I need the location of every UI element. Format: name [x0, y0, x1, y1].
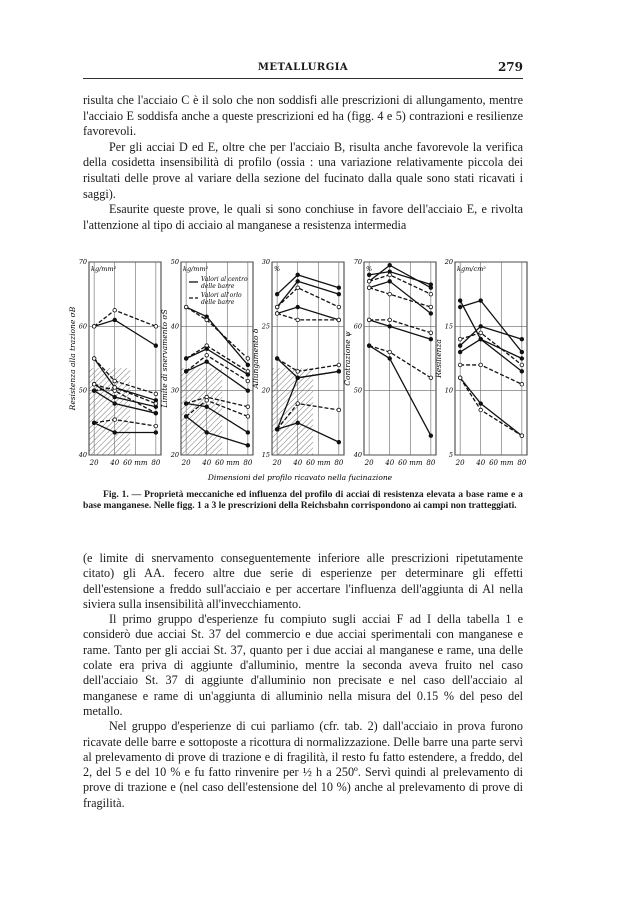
- data-point: [337, 440, 341, 444]
- data-point: [205, 431, 209, 435]
- data-point: [458, 305, 462, 309]
- x-tick-label: 80: [334, 459, 344, 467]
- x-tick-label: 40: [202, 459, 212, 467]
- header-title: METALLURGIA: [257, 62, 349, 73]
- data-point: [92, 325, 96, 329]
- data-point: [92, 389, 96, 393]
- data-point: [92, 357, 96, 361]
- y-tick-label: 20: [170, 451, 179, 459]
- data-point: [337, 286, 341, 290]
- x-tick-label: 60 mm: [306, 459, 331, 467]
- data-point: [388, 273, 392, 277]
- data-point: [458, 363, 462, 367]
- figure-1: [0, 240, 644, 485]
- data-point: [458, 337, 462, 341]
- data-point: [246, 389, 250, 393]
- paragraph: Per gli acciai D ed E, oltre che per l'acciaio B, risulta anche favorevole la verifica della cosidetta insensibilità di profilo (ossia : una variazione relativamente piccola dei risultati delle prove al variare della sezione del fucinato dalla quale sono stati ricavati i saggi).: [83, 139, 523, 201]
- x-tick-label: 40: [110, 459, 120, 467]
- hatched-region: [181, 368, 222, 455]
- unit-label: kg/mm²: [91, 265, 117, 273]
- data-point: [429, 434, 433, 438]
- data-point: [479, 331, 483, 335]
- data-point: [479, 325, 483, 329]
- x-axis-label: Dimensioni del profilo ricavato nella fucinazione: [207, 473, 393, 482]
- paragraph: Nel gruppo d'esperienze di cui parliamo (cfr. tab. 2) dall'acciaio in prova furono ricavate delle barre e sottoposte a ricottura di normalizzazione. Delle barre una parte servì al prelevamento di prove di trazione e di fragilità, il resto fu fatto estendere, a freddo, del 2, del 5 e del 10 % e fu fatto rinvenire per ½ h a 250º. Servì quindi al prelevamento di prove di trazione e (nel caso dell'estensione del 10 %) anche al prelevamento di prove di fragilità.: [83, 719, 523, 810]
- x-tick-label: 80: [243, 459, 253, 467]
- data-point: [296, 273, 300, 277]
- data-point: [205, 353, 209, 357]
- data-point: [92, 421, 96, 425]
- data-point: [337, 292, 341, 296]
- data-point: [388, 292, 392, 296]
- y-axis-label: Resistenza alla trazione σB: [68, 306, 77, 411]
- y-axis-label: Contrazione ψ: [343, 331, 352, 386]
- unit-label: kgm/cm²: [457, 265, 486, 273]
- data-point: [337, 318, 341, 322]
- data-point: [367, 280, 371, 284]
- data-point: [154, 402, 158, 406]
- data-point: [337, 408, 341, 412]
- lower-text: [83, 551, 523, 811]
- page-number: 279: [497, 60, 523, 74]
- data-point: [246, 373, 250, 377]
- x-tick-label: 20: [181, 459, 191, 467]
- data-point: [246, 444, 250, 448]
- data-point: [520, 363, 524, 367]
- data-point: [367, 273, 371, 277]
- data-point: [113, 318, 117, 322]
- y-tick-label: 30: [170, 386, 179, 395]
- series-line: [460, 365, 522, 384]
- data-point: [337, 305, 341, 309]
- data-point: [479, 402, 483, 406]
- figure-caption: [83, 490, 523, 511]
- data-point: [246, 431, 250, 435]
- data-point: [113, 431, 117, 435]
- x-tick-label: 80: [517, 459, 527, 467]
- data-point: [296, 402, 300, 406]
- data-point: [246, 415, 250, 419]
- data-point: [388, 263, 392, 267]
- y-axis-label: Resilienza: [434, 339, 443, 378]
- data-point: [296, 376, 300, 380]
- y-tick-label: 40: [78, 451, 87, 459]
- caption-label: Fig. 1. —: [103, 489, 142, 500]
- data-point: [296, 305, 300, 309]
- y-axis-label: Allungamento δ: [251, 328, 260, 389]
- x-tick-label: 60 mm: [398, 459, 423, 467]
- data-point: [458, 350, 462, 354]
- y-tick-label: 50: [170, 258, 179, 266]
- x-tick-label: 60 mm: [489, 459, 514, 467]
- y-tick-label: 25: [261, 322, 270, 331]
- hatched-region: [272, 368, 313, 455]
- data-point: [113, 308, 117, 312]
- data-point: [275, 312, 279, 316]
- data-point: [275, 305, 279, 309]
- unit-label: %: [366, 265, 373, 273]
- y-tick-label: 70: [353, 258, 362, 266]
- x-tick-label: 20: [89, 459, 99, 467]
- data-point: [429, 292, 433, 296]
- data-point: [296, 318, 300, 322]
- data-point: [205, 405, 209, 409]
- data-point: [458, 376, 462, 380]
- data-point: [246, 357, 250, 361]
- data-point: [367, 344, 371, 348]
- y-tick-label: 20: [261, 386, 270, 395]
- data-point: [520, 382, 524, 386]
- legend-solid-label: Valori al centro delle barre: [201, 276, 248, 290]
- data-point: [154, 424, 158, 428]
- unit-label: kg/mm²: [183, 265, 209, 273]
- unit-label: %: [274, 265, 281, 273]
- series-line: [460, 378, 522, 436]
- series-line: [186, 307, 248, 358]
- legend-dashed-label: Valori all'orlo delle barre: [201, 292, 242, 306]
- data-point: [429, 337, 433, 341]
- data-point: [113, 379, 117, 383]
- data-point: [367, 318, 371, 322]
- paragraph: risulta che l'acciaio C è il solo che non soddisfi alle prescrizioni di allungamento, mentre l'acciaio E soddisfa anche a queste prescrizioni ed ha (figg. 4 e 5) contrazioni e resilienze favorevoli.: [83, 93, 523, 139]
- upper-text: [83, 93, 523, 233]
- data-point: [113, 402, 117, 406]
- data-point: [367, 286, 371, 290]
- data-point: [92, 382, 96, 386]
- series-line: [369, 346, 431, 378]
- data-point: [458, 299, 462, 303]
- caption-text: Proprietà meccaniche ed influenza del profilo di acciai di resistenza elevata a base rame e a base manganese. Nelle figg. 1 a 3 le prescrizioni della Reichsbahn corrispondono ai campi non tratteggiati.: [83, 489, 523, 511]
- data-point: [113, 386, 117, 390]
- data-point: [205, 318, 209, 322]
- data-point: [337, 363, 341, 367]
- data-point: [184, 402, 188, 406]
- data-point: [246, 363, 250, 367]
- y-tick-label: 40: [170, 322, 179, 331]
- data-point: [337, 370, 341, 374]
- paragraph: Esaurite queste prove, le quali si sono conchiuse in favore dell'acciaio E, e rivolta l'attenzione al tipo di acciaio al manganese a resistenza intermedia: [83, 202, 523, 232]
- data-point: [388, 280, 392, 284]
- x-tick-label: 80: [151, 459, 161, 467]
- x-tick-label: 60 mm: [123, 459, 148, 467]
- data-point: [275, 292, 279, 296]
- series-line: [94, 320, 156, 346]
- data-point: [429, 331, 433, 335]
- data-point: [520, 350, 524, 354]
- data-point: [275, 427, 279, 431]
- data-point: [113, 395, 117, 399]
- data-point: [520, 434, 524, 438]
- y-tick-label: 15: [261, 451, 270, 459]
- data-point: [184, 305, 188, 309]
- series-line: [460, 378, 522, 436]
- y-tick-label: 30: [261, 258, 270, 266]
- data-point: [205, 399, 209, 403]
- data-point: [205, 360, 209, 364]
- data-point: [520, 357, 524, 361]
- paragraph: Il primo gruppo d'esperienze fu compiuto sugli acciai F ad I della tabella 1 e considerò due acciai St. 37 del commercio e due acciai sperimentali con manganese e rame. Tanto per gli acciai St. 37, quanto per i due acciai al manganese e rame, una delle colate era priva di aggiunte d'alluminio, mentre la seconda aveva fruito nel caso dell'acciaio St. 37 di aggiunte d'alluminio non precisate e nel caso dell'acciaio al manganese e rame di un'aggiunta di alluminio nella misura del 0.15 % del peso del metallo.: [83, 612, 523, 718]
- x-tick-label: 40: [476, 459, 486, 467]
- series-line: [277, 307, 339, 320]
- y-tick-label: 10: [444, 386, 453, 395]
- x-tick-label: 20: [364, 459, 374, 467]
- data-point: [246, 379, 250, 383]
- data-point: [458, 344, 462, 348]
- x-tick-label: 60 mm: [215, 459, 240, 467]
- data-point: [479, 363, 483, 367]
- series-line: [186, 307, 248, 365]
- x-tick-label: 20: [272, 459, 282, 467]
- data-point: [388, 325, 392, 329]
- y-tick-label: 5: [448, 451, 453, 459]
- data-point: [388, 357, 392, 361]
- y-tick-label: 50: [78, 386, 87, 395]
- data-point: [429, 312, 433, 316]
- series-line: [369, 288, 431, 307]
- data-point: [479, 337, 483, 341]
- y-tick-label: 60: [353, 322, 362, 331]
- data-point: [205, 347, 209, 351]
- data-point: [296, 286, 300, 290]
- data-point: [154, 431, 158, 435]
- data-point: [388, 350, 392, 354]
- data-point: [429, 283, 433, 287]
- y-axis-label: Limite di snervamento σS: [160, 309, 169, 408]
- data-point: [296, 370, 300, 374]
- data-point: [296, 280, 300, 284]
- y-tick-label: 60: [78, 322, 87, 331]
- y-tick-label: 50: [353, 386, 362, 395]
- running-header: [83, 60, 523, 79]
- x-tick-label: 20: [455, 459, 465, 467]
- data-point: [520, 337, 524, 341]
- paragraph: (e limite di snervamento conseguentemente inferiore alle prescrizioni ripetutamente citato) gli AA. fecero altre due serie di esperienze per determinare gli effetti dell'estensione a freddo sull'acciaio e per accertare l'influenza dell'aggiunta di Al nella siviera sulla insensibilità all'invecchiamento.: [83, 551, 523, 611]
- x-tick-label: 40: [293, 459, 303, 467]
- data-point: [275, 357, 279, 361]
- data-point: [113, 418, 117, 422]
- y-tick-label: 20: [444, 258, 453, 266]
- data-point: [520, 370, 524, 374]
- data-point: [154, 325, 158, 329]
- data-point: [246, 405, 250, 409]
- data-point: [429, 305, 433, 309]
- data-point: [154, 344, 158, 348]
- data-point: [479, 408, 483, 412]
- y-tick-label: 70: [78, 258, 87, 266]
- data-point: [184, 370, 188, 374]
- data-point: [296, 421, 300, 425]
- data-point: [154, 392, 158, 396]
- panel-frame: [455, 262, 527, 455]
- x-tick-label: 40: [385, 459, 395, 467]
- data-point: [479, 299, 483, 303]
- data-point: [184, 357, 188, 361]
- data-point: [184, 415, 188, 419]
- x-tick-label: 80: [426, 459, 436, 467]
- data-point: [154, 411, 158, 415]
- y-tick-label: 40: [353, 451, 362, 459]
- data-point: [388, 318, 392, 322]
- data-point: [429, 376, 433, 380]
- y-tick-label: 15: [444, 322, 453, 331]
